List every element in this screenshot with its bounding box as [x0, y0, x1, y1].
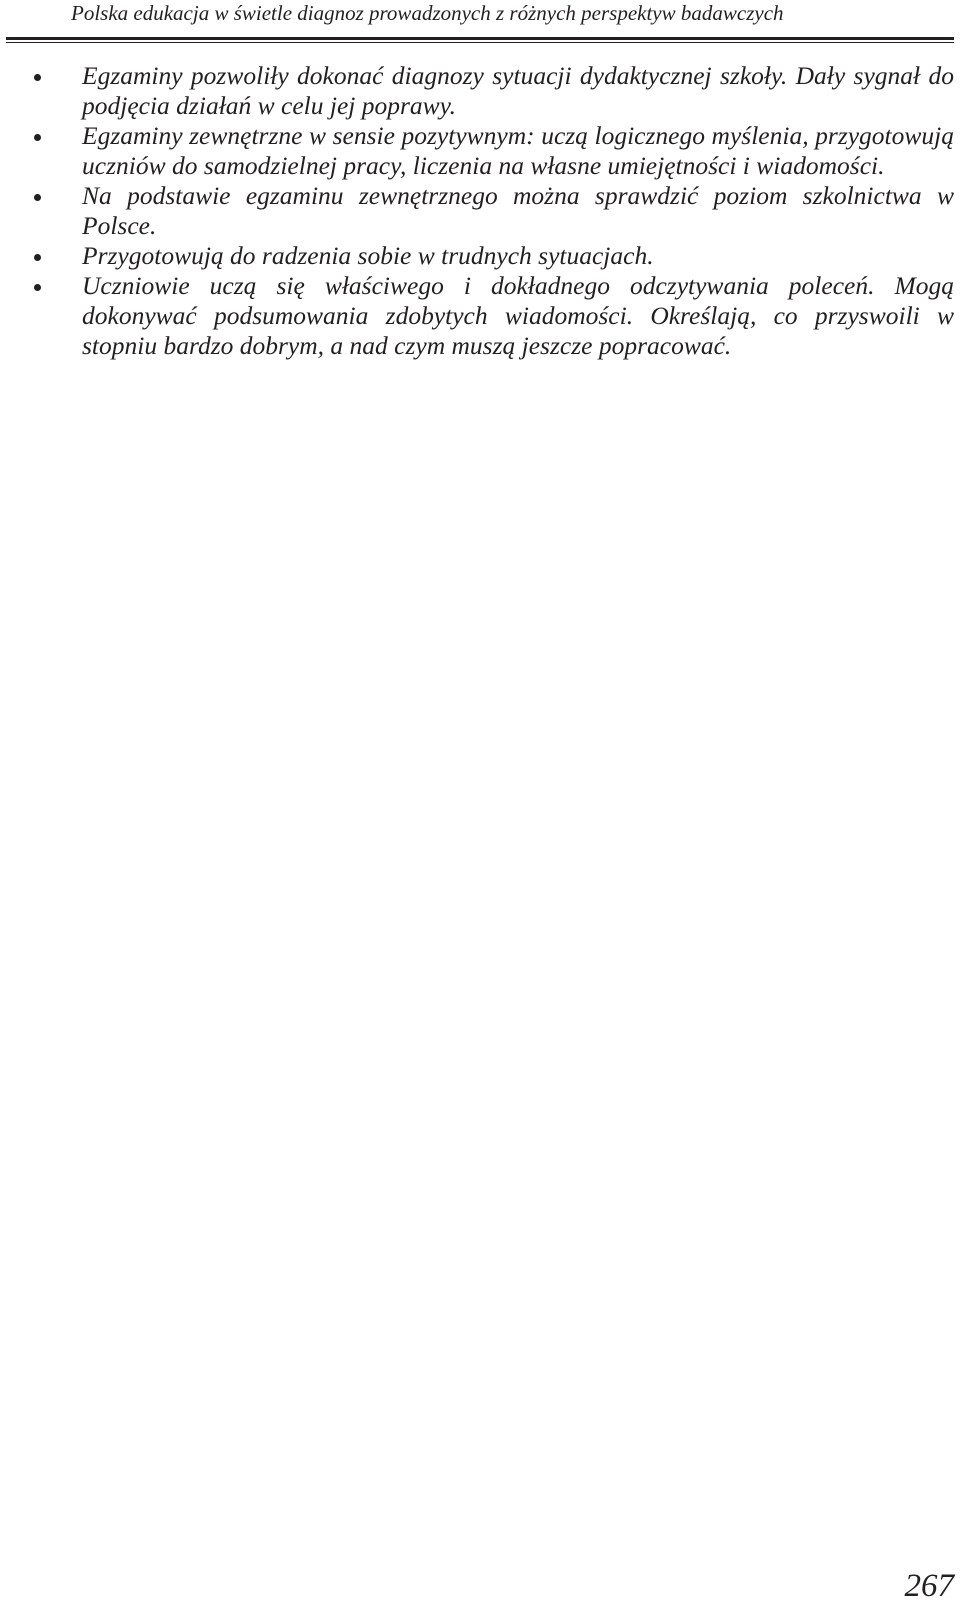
list-item-text: Egzaminy pozwoliły dokonać diagnozy sytuacji dydaktycznej szkoły. Dały sygnał do podjęcia działań w celu jej poprawy.: [82, 61, 954, 120]
header-rule: [6, 37, 954, 43]
header-rule-thin: [6, 42, 954, 43]
header-rule-thick: [6, 37, 954, 40]
list-item: [34, 241, 954, 271]
list-item-text: Egzaminy zewnętrzne w sensie pozytywnym: uczą logicznego myślenia, przygotowują uczniów do samodzielnej pracy, liczenia na własne umiejętności i wiadomości.: [82, 121, 954, 180]
page-number: 267: [904, 1568, 954, 1604]
bullet-icon: [34, 134, 41, 141]
list-item: [34, 181, 954, 241]
running-header: Polska edukacja w świetle diagnoz prowadzonych z różnych perspektyw badawczych: [71, 1, 784, 25]
list-item-text: Na podstawie egzaminu zewnętrznego można sprawdzić poziom szkolnictwa w Polsce.: [82, 181, 954, 240]
list-item: [34, 271, 954, 361]
bullet-icon: [34, 284, 41, 291]
list-item: [34, 121, 954, 181]
list-item-text: Uczniowie uczą się właściwego i dokładnego odczytywania poleceń. Mogą dokonywać podsumowania zdobytych wiadomości. Określają, co przyswoili w stopniu bardzo dobrym, a nad czym muszą jeszcze popracować.: [82, 271, 954, 360]
bullet-list: [34, 61, 954, 361]
list-item: [34, 61, 954, 121]
bullet-icon: [34, 74, 41, 81]
bullet-icon: [34, 194, 41, 201]
list-item-text: Przygotowują do radzenia sobie w trudnych sytuacjach.: [82, 241, 654, 270]
bullet-icon: [34, 254, 41, 261]
